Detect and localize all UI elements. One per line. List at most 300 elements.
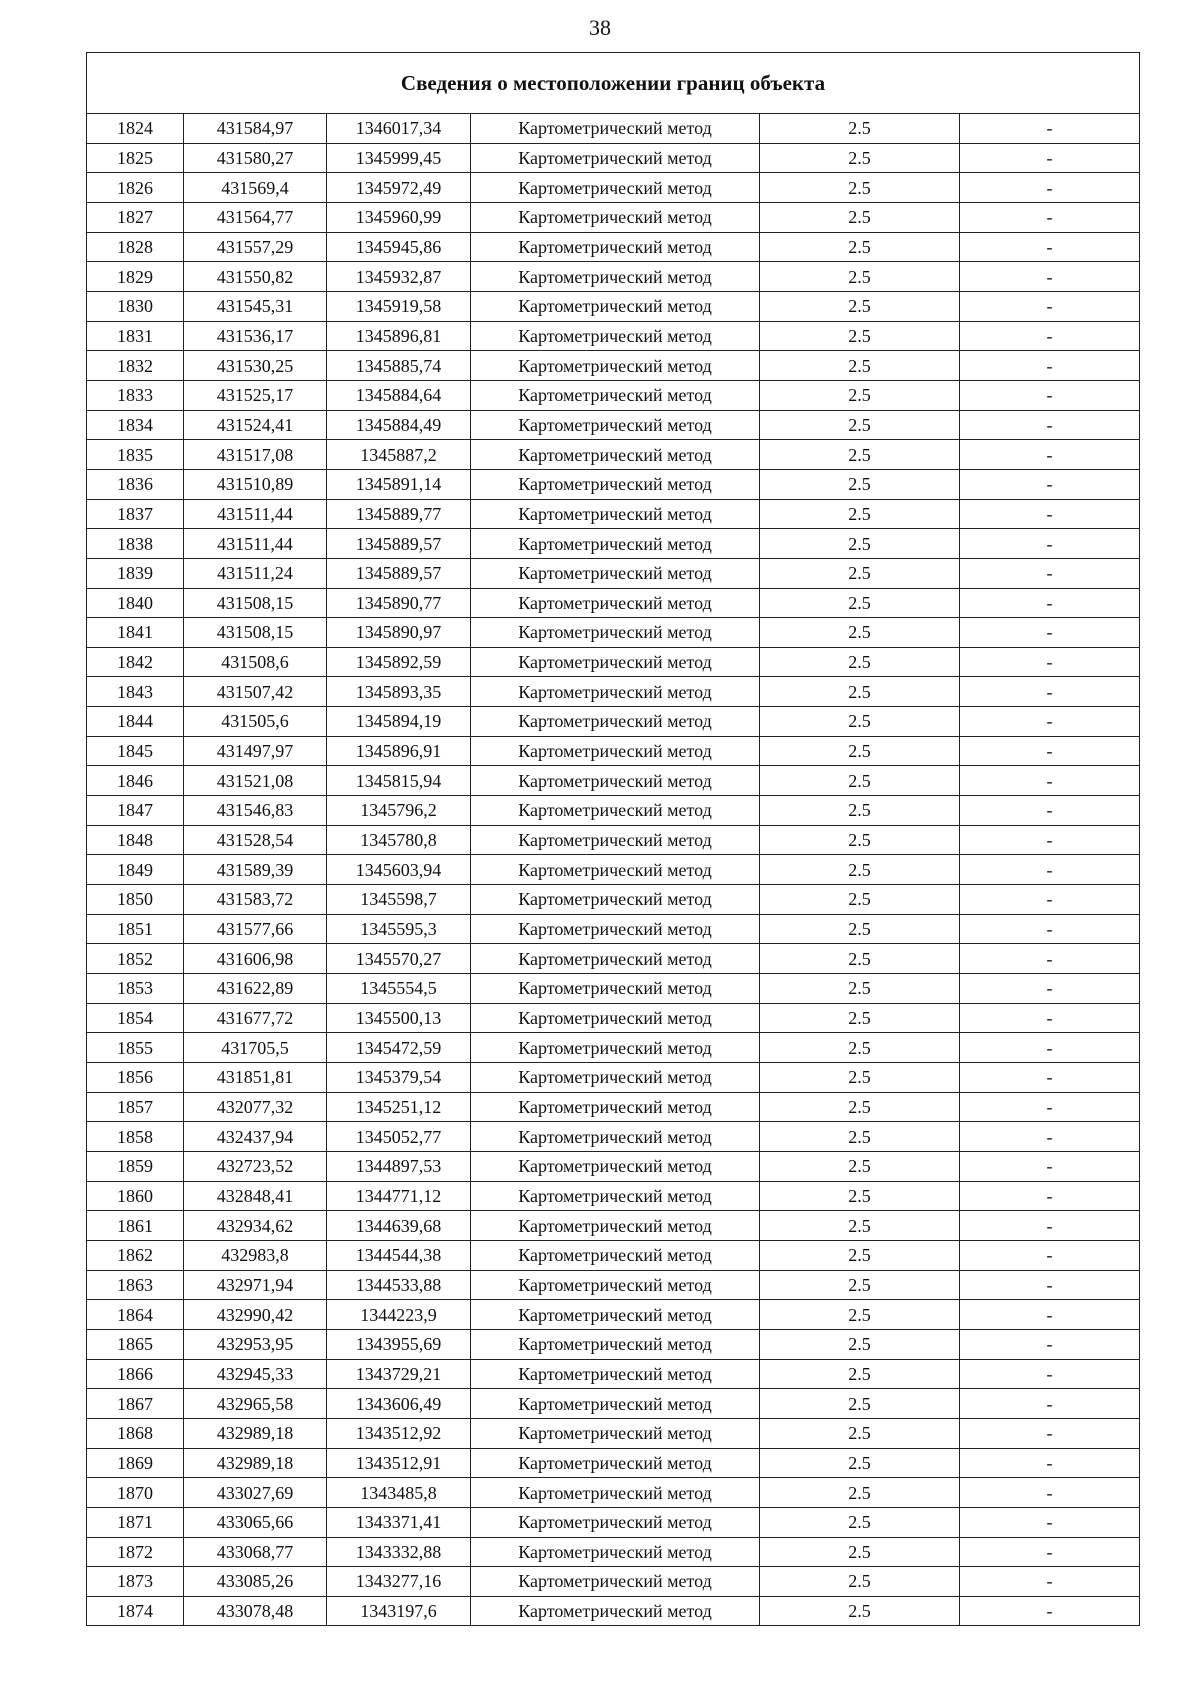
note-cell: -: [960, 232, 1140, 262]
x-coordinate-cell: 432983,8: [184, 1240, 327, 1270]
y-coordinate-cell: 1345251,12: [327, 1092, 471, 1122]
note-cell: -: [960, 1063, 1140, 1093]
method-cell: Картометрический метод: [471, 1181, 760, 1211]
y-coordinate-cell: 1345889,57: [327, 529, 471, 559]
x-coordinate-cell: 431508,15: [184, 588, 327, 618]
point-number-cell: 1851: [87, 914, 184, 944]
table-row: [87, 321, 1140, 351]
y-coordinate-cell: 1345379,54: [327, 1063, 471, 1093]
table-row: [87, 944, 1140, 974]
y-coordinate-cell: 1345500,13: [327, 1003, 471, 1033]
note-cell: -: [960, 796, 1140, 826]
table-row: [87, 677, 1140, 707]
note-cell: -: [960, 1300, 1140, 1330]
accuracy-cell: 2.5: [760, 1478, 960, 1508]
table-row: [87, 855, 1140, 885]
x-coordinate-cell: 432965,58: [184, 1389, 327, 1419]
note-cell: -: [960, 1329, 1140, 1359]
table-row: [87, 885, 1140, 915]
table-row: [87, 1240, 1140, 1270]
y-coordinate-cell: 1343277,16: [327, 1567, 471, 1597]
table-row: [87, 1567, 1140, 1597]
table-row: [87, 202, 1140, 232]
table-row: [87, 1359, 1140, 1389]
method-cell: Картометрический метод: [471, 440, 760, 470]
note-cell: -: [960, 855, 1140, 885]
table-row: [87, 974, 1140, 1004]
method-cell: Картометрический метод: [471, 1092, 760, 1122]
point-number-cell: 1855: [87, 1033, 184, 1063]
point-number-cell: 1874: [87, 1596, 184, 1626]
accuracy-cell: 2.5: [760, 1537, 960, 1567]
y-coordinate-cell: 1345893,35: [327, 677, 471, 707]
note-cell: -: [960, 1033, 1140, 1063]
table-row: [87, 1033, 1140, 1063]
note-cell: -: [960, 173, 1140, 203]
x-coordinate-cell: 431508,6: [184, 647, 327, 677]
y-coordinate-cell: 1343197,6: [327, 1596, 471, 1626]
table-row: [87, 914, 1140, 944]
accuracy-cell: 2.5: [760, 143, 960, 173]
method-cell: Картометрический метод: [471, 1300, 760, 1330]
method-cell: Картометрический метод: [471, 1448, 760, 1478]
point-number-cell: 1841: [87, 618, 184, 648]
y-coordinate-cell: 1345896,81: [327, 321, 471, 351]
table-row: [87, 173, 1140, 203]
point-number-cell: 1850: [87, 885, 184, 915]
table-row: [87, 796, 1140, 826]
x-coordinate-cell: 431569,4: [184, 173, 327, 203]
y-coordinate-cell: 1345570,27: [327, 944, 471, 974]
point-number-cell: 1864: [87, 1300, 184, 1330]
boundary-coordinates-table: [86, 52, 1140, 1626]
note-cell: -: [960, 914, 1140, 944]
point-number-cell: 1869: [87, 1448, 184, 1478]
table-row: [87, 499, 1140, 529]
y-coordinate-cell: 1345884,64: [327, 380, 471, 410]
accuracy-cell: 2.5: [760, 1063, 960, 1093]
x-coordinate-cell: 431546,83: [184, 796, 327, 826]
x-coordinate-cell: 432945,33: [184, 1359, 327, 1389]
accuracy-cell: 2.5: [760, 499, 960, 529]
y-coordinate-cell: 1345999,45: [327, 143, 471, 173]
x-coordinate-cell: 431583,72: [184, 885, 327, 915]
method-cell: Картометрический метод: [471, 1418, 760, 1448]
note-cell: -: [960, 202, 1140, 232]
note-cell: -: [960, 1389, 1140, 1419]
point-number-cell: 1861: [87, 1211, 184, 1241]
point-number-cell: 1871: [87, 1507, 184, 1537]
table-row: [87, 440, 1140, 470]
x-coordinate-cell: 432989,18: [184, 1448, 327, 1478]
point-number-cell: 1870: [87, 1478, 184, 1508]
table-row: [87, 1448, 1140, 1478]
table-row: [87, 1063, 1140, 1093]
note-cell: -: [960, 647, 1140, 677]
point-number-cell: 1867: [87, 1389, 184, 1419]
method-cell: Картометрический метод: [471, 558, 760, 588]
note-cell: -: [960, 1211, 1140, 1241]
table-row: [87, 1003, 1140, 1033]
x-coordinate-cell: 431851,81: [184, 1063, 327, 1093]
accuracy-cell: 2.5: [760, 1567, 960, 1597]
y-coordinate-cell: 1343332,88: [327, 1537, 471, 1567]
y-coordinate-cell: 1345796,2: [327, 796, 471, 826]
x-coordinate-cell: 431505,6: [184, 707, 327, 737]
accuracy-cell: 2.5: [760, 1181, 960, 1211]
accuracy-cell: 2.5: [760, 647, 960, 677]
table-row: [87, 1211, 1140, 1241]
table-row: [87, 736, 1140, 766]
table-row: [87, 1418, 1140, 1448]
y-coordinate-cell: 1345972,49: [327, 173, 471, 203]
method-cell: Картометрический метод: [471, 410, 760, 440]
accuracy-cell: 2.5: [760, 1270, 960, 1300]
note-cell: -: [960, 974, 1140, 1004]
accuracy-cell: 2.5: [760, 677, 960, 707]
method-cell: Картометрический метод: [471, 1329, 760, 1359]
method-cell: Картометрический метод: [471, 529, 760, 559]
point-number-cell: 1847: [87, 796, 184, 826]
method-cell: Картометрический метод: [471, 1567, 760, 1597]
point-number-cell: 1857: [87, 1092, 184, 1122]
note-cell: -: [960, 618, 1140, 648]
point-number-cell: 1859: [87, 1151, 184, 1181]
accuracy-cell: 2.5: [760, 1092, 960, 1122]
x-coordinate-cell: 431511,24: [184, 558, 327, 588]
x-coordinate-cell: 431528,54: [184, 825, 327, 855]
table-row: [87, 1596, 1140, 1626]
method-cell: Картометрический метод: [471, 1211, 760, 1241]
y-coordinate-cell: 1345894,19: [327, 707, 471, 737]
method-cell: Картометрический метод: [471, 143, 760, 173]
table-row: [87, 262, 1140, 292]
point-number-cell: 1833: [87, 380, 184, 410]
note-cell: -: [960, 1122, 1140, 1152]
note-cell: -: [960, 677, 1140, 707]
method-cell: Картометрический метод: [471, 647, 760, 677]
method-cell: Картометрический метод: [471, 1003, 760, 1033]
table-row: [87, 410, 1140, 440]
x-coordinate-cell: 433068,77: [184, 1537, 327, 1567]
y-coordinate-cell: 1345932,87: [327, 262, 471, 292]
y-coordinate-cell: 1345472,59: [327, 1033, 471, 1063]
note-cell: -: [960, 262, 1140, 292]
point-number-cell: 1834: [87, 410, 184, 440]
note-cell: -: [960, 1567, 1140, 1597]
table-row: [87, 291, 1140, 321]
note-cell: -: [960, 1507, 1140, 1537]
note-cell: -: [960, 1003, 1140, 1033]
x-coordinate-cell: 431525,17: [184, 380, 327, 410]
y-coordinate-cell: 1343512,91: [327, 1448, 471, 1478]
accuracy-cell: 2.5: [760, 114, 960, 144]
note-cell: -: [960, 529, 1140, 559]
note-cell: -: [960, 736, 1140, 766]
note-cell: -: [960, 885, 1140, 915]
y-coordinate-cell: 1344223,9: [327, 1300, 471, 1330]
y-coordinate-cell: 1345890,97: [327, 618, 471, 648]
note-cell: -: [960, 1537, 1140, 1567]
note-cell: -: [960, 825, 1140, 855]
method-cell: Картометрический метод: [471, 351, 760, 381]
accuracy-cell: 2.5: [760, 825, 960, 855]
point-number-cell: 1832: [87, 351, 184, 381]
accuracy-cell: 2.5: [760, 1389, 960, 1419]
method-cell: Картометрический метод: [471, 173, 760, 203]
table-row: [87, 1181, 1140, 1211]
x-coordinate-cell: 432990,42: [184, 1300, 327, 1330]
x-coordinate-cell: 431510,89: [184, 469, 327, 499]
table-row: [87, 380, 1140, 410]
point-number-cell: 1848: [87, 825, 184, 855]
x-coordinate-cell: 432953,95: [184, 1329, 327, 1359]
note-cell: -: [960, 766, 1140, 796]
note-cell: -: [960, 944, 1140, 974]
accuracy-cell: 2.5: [760, 469, 960, 499]
method-cell: Картометрический метод: [471, 588, 760, 618]
note-cell: -: [960, 410, 1140, 440]
table-row: [87, 1122, 1140, 1152]
note-cell: -: [960, 1418, 1140, 1448]
y-coordinate-cell: 1345889,77: [327, 499, 471, 529]
x-coordinate-cell: 431557,29: [184, 232, 327, 262]
point-number-cell: 1840: [87, 588, 184, 618]
y-coordinate-cell: 1344544,38: [327, 1240, 471, 1270]
table-title: Сведения о местоположении границ объекта: [87, 53, 1140, 114]
note-cell: -: [960, 558, 1140, 588]
accuracy-cell: 2.5: [760, 558, 960, 588]
method-cell: Картометрический метод: [471, 885, 760, 915]
point-number-cell: 1868: [87, 1418, 184, 1448]
method-cell: Картометрический метод: [471, 825, 760, 855]
note-cell: -: [960, 1240, 1140, 1270]
method-cell: Картометрический метод: [471, 469, 760, 499]
x-coordinate-cell: 431580,27: [184, 143, 327, 173]
table-row: [87, 1389, 1140, 1419]
point-number-cell: 1845: [87, 736, 184, 766]
y-coordinate-cell: 1343485,8: [327, 1478, 471, 1508]
note-cell: -: [960, 143, 1140, 173]
point-number-cell: 1863: [87, 1270, 184, 1300]
x-coordinate-cell: 431705,5: [184, 1033, 327, 1063]
method-cell: Картометрический метод: [471, 114, 760, 144]
y-coordinate-cell: 1345884,49: [327, 410, 471, 440]
method-cell: Картометрический метод: [471, 855, 760, 885]
method-cell: Картометрический метод: [471, 914, 760, 944]
method-cell: Картометрический метод: [471, 499, 760, 529]
method-cell: Картометрический метод: [471, 1240, 760, 1270]
point-number-cell: 1849: [87, 855, 184, 885]
note-cell: -: [960, 1596, 1140, 1626]
method-cell: Картометрический метод: [471, 1389, 760, 1419]
accuracy-cell: 2.5: [760, 1418, 960, 1448]
table-row: [87, 1300, 1140, 1330]
accuracy-cell: 2.5: [760, 1300, 960, 1330]
x-coordinate-cell: 431511,44: [184, 529, 327, 559]
point-number-cell: 1853: [87, 974, 184, 1004]
y-coordinate-cell: 1345890,77: [327, 588, 471, 618]
method-cell: Картометрический метод: [471, 1151, 760, 1181]
accuracy-cell: 2.5: [760, 1211, 960, 1241]
table-row: [87, 647, 1140, 677]
table-row: [87, 529, 1140, 559]
x-coordinate-cell: 433027,69: [184, 1478, 327, 1508]
y-coordinate-cell: 1345889,57: [327, 558, 471, 588]
accuracy-cell: 2.5: [760, 796, 960, 826]
table-row: [87, 1537, 1140, 1567]
method-cell: Картометрический метод: [471, 291, 760, 321]
y-coordinate-cell: 1345598,7: [327, 885, 471, 915]
accuracy-cell: 2.5: [760, 618, 960, 648]
accuracy-cell: 2.5: [760, 1033, 960, 1063]
point-number-cell: 1858: [87, 1122, 184, 1152]
point-number-cell: 1873: [87, 1567, 184, 1597]
point-number-cell: 1866: [87, 1359, 184, 1389]
point-number-cell: 1854: [87, 1003, 184, 1033]
x-coordinate-cell: 433065,66: [184, 1507, 327, 1537]
note-cell: -: [960, 380, 1140, 410]
accuracy-cell: 2.5: [760, 410, 960, 440]
method-cell: Картометрический метод: [471, 232, 760, 262]
point-number-cell: 1844: [87, 707, 184, 737]
accuracy-cell: 2.5: [760, 766, 960, 796]
table-row: [87, 1270, 1140, 1300]
y-coordinate-cell: 1344897,53: [327, 1151, 471, 1181]
y-coordinate-cell: 1345945,86: [327, 232, 471, 262]
y-coordinate-cell: 1345780,8: [327, 825, 471, 855]
table-row: [87, 1092, 1140, 1122]
accuracy-cell: 2.5: [760, 173, 960, 203]
method-cell: Картометрический метод: [471, 736, 760, 766]
method-cell: Картометрический метод: [471, 677, 760, 707]
note-cell: -: [960, 1448, 1140, 1478]
point-number-cell: 1831: [87, 321, 184, 351]
point-number-cell: 1825: [87, 143, 184, 173]
point-number-cell: 1829: [87, 262, 184, 292]
method-cell: Картометрический метод: [471, 380, 760, 410]
y-coordinate-cell: 1343371,41: [327, 1507, 471, 1537]
method-cell: Картометрический метод: [471, 1537, 760, 1567]
accuracy-cell: 2.5: [760, 1359, 960, 1389]
table-title-row: [87, 53, 1140, 114]
x-coordinate-cell: 431564,77: [184, 202, 327, 232]
accuracy-cell: 2.5: [760, 1329, 960, 1359]
y-coordinate-cell: 1344533,88: [327, 1270, 471, 1300]
method-cell: Картометрический метод: [471, 707, 760, 737]
method-cell: Картометрический метод: [471, 1122, 760, 1152]
y-coordinate-cell: 1345052,77: [327, 1122, 471, 1152]
accuracy-cell: 2.5: [760, 1151, 960, 1181]
note-cell: -: [960, 321, 1140, 351]
method-cell: Картометрический метод: [471, 1033, 760, 1063]
x-coordinate-cell: 431524,41: [184, 410, 327, 440]
x-coordinate-cell: 433085,26: [184, 1567, 327, 1597]
table-row: [87, 143, 1140, 173]
point-number-cell: 1852: [87, 944, 184, 974]
point-number-cell: 1836: [87, 469, 184, 499]
note-cell: -: [960, 1151, 1140, 1181]
point-number-cell: 1835: [87, 440, 184, 470]
note-cell: -: [960, 1181, 1140, 1211]
point-number-cell: 1865: [87, 1329, 184, 1359]
point-number-cell: 1856: [87, 1063, 184, 1093]
accuracy-cell: 2.5: [760, 1507, 960, 1537]
accuracy-cell: 2.5: [760, 529, 960, 559]
note-cell: -: [960, 351, 1140, 381]
note-cell: -: [960, 1270, 1140, 1300]
x-coordinate-cell: 431584,97: [184, 114, 327, 144]
table-row: [87, 1478, 1140, 1508]
point-number-cell: 1837: [87, 499, 184, 529]
method-cell: Картометрический метод: [471, 262, 760, 292]
note-cell: -: [960, 469, 1140, 499]
y-coordinate-cell: 1345892,59: [327, 647, 471, 677]
page-number: 38: [589, 15, 611, 40]
x-coordinate-cell: 431517,08: [184, 440, 327, 470]
point-number-cell: 1824: [87, 114, 184, 144]
y-coordinate-cell: 1345815,94: [327, 766, 471, 796]
x-coordinate-cell: 431622,89: [184, 974, 327, 1004]
y-coordinate-cell: 1343955,69: [327, 1329, 471, 1359]
method-cell: Картометрический метод: [471, 944, 760, 974]
accuracy-cell: 2.5: [760, 1240, 960, 1270]
y-coordinate-cell: 1343512,92: [327, 1418, 471, 1448]
accuracy-cell: 2.5: [760, 707, 960, 737]
x-coordinate-cell: 431511,44: [184, 499, 327, 529]
x-coordinate-cell: 431550,82: [184, 262, 327, 292]
method-cell: Картометрический метод: [471, 766, 760, 796]
y-coordinate-cell: 1345896,91: [327, 736, 471, 766]
y-coordinate-cell: 1344771,12: [327, 1181, 471, 1211]
x-coordinate-cell: 431497,97: [184, 736, 327, 766]
y-coordinate-cell: 1345887,2: [327, 440, 471, 470]
accuracy-cell: 2.5: [760, 1448, 960, 1478]
note-cell: -: [960, 440, 1140, 470]
x-coordinate-cell: 432848,41: [184, 1181, 327, 1211]
table-row: [87, 558, 1140, 588]
accuracy-cell: 2.5: [760, 262, 960, 292]
table-row: [87, 766, 1140, 796]
note-cell: -: [960, 588, 1140, 618]
x-coordinate-cell: 432989,18: [184, 1418, 327, 1448]
point-number-cell: 1843: [87, 677, 184, 707]
x-coordinate-cell: 432723,52: [184, 1151, 327, 1181]
accuracy-cell: 2.5: [760, 440, 960, 470]
table-row: [87, 114, 1140, 144]
x-coordinate-cell: 431577,66: [184, 914, 327, 944]
x-coordinate-cell: 433078,48: [184, 1596, 327, 1626]
x-coordinate-cell: 431521,08: [184, 766, 327, 796]
accuracy-cell: 2.5: [760, 736, 960, 766]
note-cell: -: [960, 499, 1140, 529]
x-coordinate-cell: 431530,25: [184, 351, 327, 381]
table-row: [87, 1329, 1140, 1359]
note-cell: -: [960, 291, 1140, 321]
y-coordinate-cell: 1345603,94: [327, 855, 471, 885]
x-coordinate-cell: 431589,39: [184, 855, 327, 885]
method-cell: Картометрический метод: [471, 796, 760, 826]
x-coordinate-cell: 431677,72: [184, 1003, 327, 1033]
method-cell: Картометрический метод: [471, 974, 760, 1004]
y-coordinate-cell: 1345891,14: [327, 469, 471, 499]
table-row: [87, 707, 1140, 737]
point-number-cell: 1846: [87, 766, 184, 796]
method-cell: Картометрический метод: [471, 1359, 760, 1389]
accuracy-cell: 2.5: [760, 380, 960, 410]
point-number-cell: 1872: [87, 1537, 184, 1567]
method-cell: Картометрический метод: [471, 321, 760, 351]
